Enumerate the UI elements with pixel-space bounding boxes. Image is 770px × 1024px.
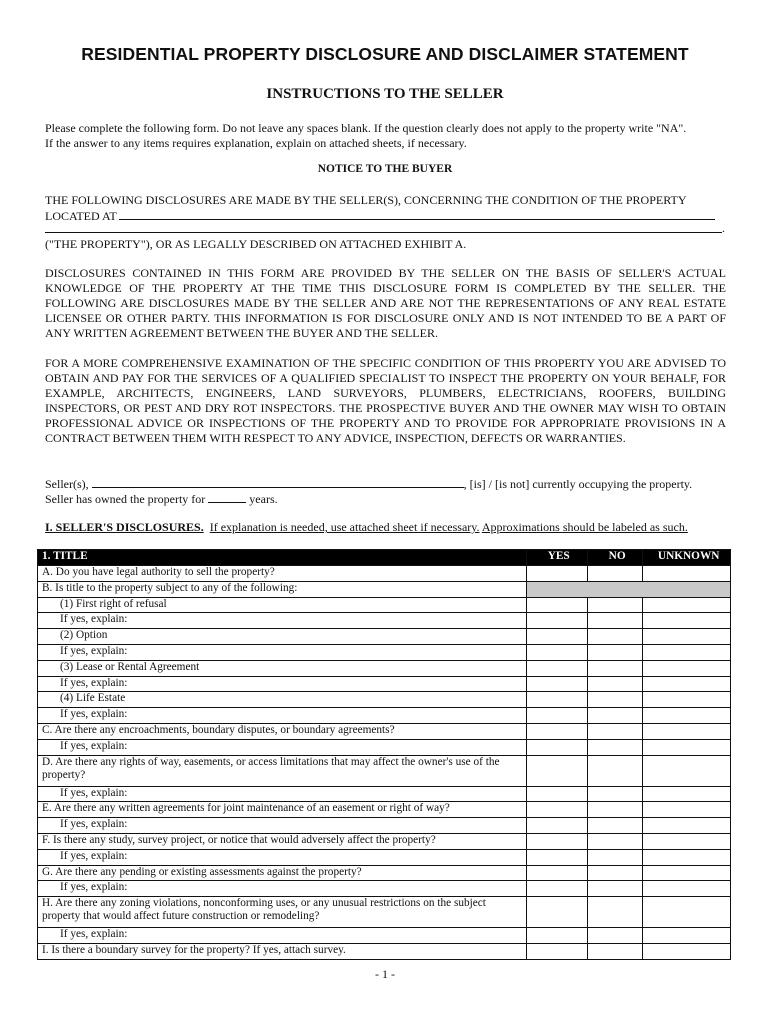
table-row — [38, 881, 731, 897]
row-question: If yes, explain: — [38, 613, 527, 629]
table-row — [38, 629, 731, 645]
row-question: C. Are there any encroachments, boundary disputes, or boundary agreements? — [38, 723, 527, 739]
table-row — [38, 581, 731, 597]
table-row — [38, 613, 731, 629]
sellers-label: Seller(s), — [45, 477, 89, 491]
answer-unknown-box[interactable] — [643, 708, 731, 724]
answer-no-box[interactable] — [587, 786, 642, 802]
table-row — [38, 597, 731, 613]
answer-yes-box[interactable] — [526, 692, 587, 708]
answer-no-box[interactable] — [587, 818, 642, 834]
answer-yes-box[interactable] — [526, 629, 587, 645]
answer-yes-box[interactable] — [526, 708, 587, 724]
answer-yes-box[interactable] — [526, 755, 587, 786]
located-at-label: LOCATED AT — [45, 209, 117, 223]
table-row — [38, 865, 731, 881]
table-row — [38, 897, 731, 928]
section-heading — [45, 520, 688, 535]
table-row — [38, 692, 731, 708]
seller-occupancy-row — [45, 476, 726, 492]
answer-unknown-box[interactable] — [643, 629, 731, 645]
table-row — [38, 802, 731, 818]
answer-unknown-box[interactable] — [643, 833, 731, 849]
row-question: (2) Option — [38, 629, 527, 645]
located-at-row — [45, 208, 726, 224]
table-row — [38, 708, 731, 724]
answer-unknown-box[interactable] — [643, 928, 731, 944]
row-shaded-answer — [526, 581, 730, 597]
row-question: (4) Life Estate — [38, 692, 527, 708]
owned-years-field[interactable] — [208, 491, 246, 503]
table-row — [38, 644, 731, 660]
answer-yes-box[interactable] — [526, 833, 587, 849]
answer-yes-box[interactable] — [526, 644, 587, 660]
row-question: If yes, explain: — [38, 739, 527, 755]
answer-no-box[interactable] — [587, 881, 642, 897]
row-question: H. Are there any zoning violations, nonconforming uses, or any unusual restrictions on the subject property that would affect future construction or remodeling? — [38, 897, 527, 928]
row-question: If yes, explain: — [38, 881, 527, 897]
examination-paragraph: FOR A MORE COMPREHENSIVE EXAMINATION OF THE SPECIFIC CONDITION OF THIS PROPERTY YOU ARE ADVISED TO OBTAIN AND PAY FOR THE SERVICES OF A QUALIFIED SPECIALIST TO INSPECT THE PROPERTY ON YOUR BEHALF, FOR EXAMPLE, ARCHITECTS, ENGINEERS, LAND SURVEYORS, PLUMBERS, ELECTRICIANS, ROOFERS, BUILDING INSPECTORS, OR PEST AND DRY ROT INSPECTORS. THE PROSPECTIVE BUYER AND THE OWNER MAY WISH TO OBTAIN PROFESSIONAL ADVICE OR INSPECTIONS OF THE PROPERTY AND TO PROVIDE FOR APPROPRIATE PROVISIONS IN A CONTRACT BETWEEN THEM WITH RESPECT TO ANY ADVICE, INSPECTION, DEFECTS OR WARRANTIES. — [45, 356, 726, 445]
answer-unknown-box[interactable] — [643, 755, 731, 786]
answer-unknown-box[interactable] — [643, 660, 731, 676]
table-row — [38, 723, 731, 739]
row-question: (3) Lease or Rental Agreement — [38, 660, 527, 676]
owned-prefix: Seller has owned the property for — [45, 492, 206, 506]
header-no: NO — [587, 550, 642, 566]
header-yes: YES — [526, 550, 587, 566]
page-number: - 1 - — [375, 967, 395, 981]
answer-no-box[interactable] — [587, 723, 642, 739]
table-row — [38, 676, 731, 692]
answer-yes-box[interactable] — [526, 802, 587, 818]
table-row — [38, 566, 731, 582]
following-line: THE FOLLOWING DISCLOSURES ARE MADE BY THE SELLER(S), CONCERNING THE CONDITION OF THE PROPERTY — [45, 193, 687, 207]
sellers-name-field[interactable] — [92, 476, 464, 488]
answer-no-box[interactable] — [587, 943, 642, 959]
table-row — [38, 849, 731, 865]
answer-yes-box[interactable] — [526, 865, 587, 881]
document-title: RESIDENTIAL PROPERTY DISCLOSURE AND DISCLAIMER STATEMENT — [81, 44, 689, 64]
answer-yes-box[interactable] — [526, 739, 587, 755]
answer-unknown-box[interactable] — [643, 739, 731, 755]
answer-unknown-box[interactable] — [643, 865, 731, 881]
row-question: If yes, explain: — [38, 708, 527, 724]
answer-yes-box[interactable] — [526, 897, 587, 928]
answer-no-box[interactable] — [587, 865, 642, 881]
answer-yes-box[interactable] — [526, 943, 587, 959]
answer-no-box[interactable] — [587, 739, 642, 755]
instructions-text — [45, 121, 726, 151]
answer-unknown-box[interactable] — [643, 802, 731, 818]
answer-no-box[interactable] — [587, 597, 642, 613]
answer-no-box[interactable] — [587, 676, 642, 692]
row-question: E. Are there any written agreements for joint maintenance of an easement or right of way? — [38, 802, 527, 818]
occupying-text: , [is] / [is not] currently occupying the property. — [463, 477, 693, 491]
answer-yes-box[interactable] — [526, 928, 587, 944]
answer-unknown-box[interactable] — [643, 881, 731, 897]
answer-yes-box[interactable] — [526, 676, 587, 692]
table-row — [38, 928, 731, 944]
row-question: F. Is there any study, survey project, or notice that would adversely affect the property? — [38, 833, 527, 849]
owned-suffix: years. — [249, 492, 278, 506]
answer-no-box[interactable] — [587, 566, 642, 582]
answer-no-box[interactable] — [587, 660, 642, 676]
following-disclosures — [45, 193, 726, 224]
answer-no-box[interactable] — [587, 802, 642, 818]
owned-duration-row — [45, 491, 726, 507]
answer-yes-box[interactable] — [526, 723, 587, 739]
answer-unknown-box[interactable] — [643, 849, 731, 865]
title-disclosure-table — [37, 549, 731, 960]
row-question: If yes, explain: — [38, 928, 527, 944]
row-question: If yes, explain: — [38, 849, 527, 865]
row-question: (1) First right of refusal — [38, 597, 527, 613]
answer-unknown-box[interactable] — [643, 786, 731, 802]
row-question: I. Is there a boundary survey for the property? If yes, attach survey. — [38, 943, 527, 959]
section-note-1: If explanation is needed, use attached sheet if necessary. — [209, 520, 480, 534]
answer-no-box[interactable] — [587, 692, 642, 708]
answer-no-box[interactable] — [587, 897, 642, 928]
row-question: G. Are there any pending or existing assessments against the property? — [38, 865, 527, 881]
table-header-row — [38, 550, 731, 566]
answer-no-box[interactable] — [587, 613, 642, 629]
answer-yes-box[interactable] — [526, 786, 587, 802]
section-note-2: Approximations should be labeled as such. — [481, 520, 688, 534]
answer-yes-box[interactable] — [526, 818, 587, 834]
answer-yes-box[interactable] — [526, 881, 587, 897]
table-row — [38, 818, 731, 834]
property-address-field[interactable] — [119, 208, 715, 220]
disclosures-paragraph: DISCLOSURES CONTAINED IN THIS FORM ARE PROVIDED BY THE SELLER ON THE BASIS OF SELLER'S ACTUAL KNOWLEDGE OF THE PROPERTY AT THE TIME THIS DISCLOSURE FORM IS COMPLETED BY THE SELLER. THE FOLLOWING ARE DISCLOSURES MADE BY THE SELLER AND ARE NOT THE REPRESENTATIONS OF ANY REAL ESTATE LICENSEE OR OTHER PARTY. THIS INFORMATION IS FOR DISCLOSURE ONLY AND IS NOT INTENDED TO BE A PART OF ANY WRITTEN AGREEMENT BETWEEN THE BUYER AND THE SELLER. — [45, 266, 726, 340]
answer-no-box[interactable] — [587, 755, 642, 786]
answer-unknown-box[interactable] — [643, 943, 731, 959]
header-unknown: UNKNOWN — [643, 550, 731, 566]
row-question: A. Do you have legal authority to sell the property? — [38, 566, 527, 582]
answer-no-box[interactable] — [587, 629, 642, 645]
answer-yes-box[interactable] — [526, 597, 587, 613]
table-row — [38, 739, 731, 755]
answer-no-box[interactable] — [587, 644, 642, 660]
answer-unknown-box[interactable] — [643, 723, 731, 739]
row-question: B. Is title to the property subject to any of the following: — [38, 581, 527, 597]
answer-unknown-box[interactable] — [643, 692, 731, 708]
row-question: D. Are there any rights of way, easements, or access limitations that may affect the owner's use of the property? — [38, 755, 527, 786]
row-question: If yes, explain: — [38, 786, 527, 802]
row-question: If yes, explain: — [38, 644, 527, 660]
row-question: If yes, explain: — [38, 676, 527, 692]
table-row — [38, 943, 731, 959]
property-address-field-line-2[interactable] — [45, 232, 722, 233]
answer-yes-box[interactable] — [526, 613, 587, 629]
answer-unknown-box[interactable] — [643, 566, 731, 582]
answer-yes-box[interactable] — [526, 566, 587, 582]
address-period: . — [722, 221, 725, 235]
notice-heading: NOTICE TO THE BUYER — [317, 163, 453, 175]
answer-unknown-box[interactable] — [643, 613, 731, 629]
table-row — [38, 660, 731, 676]
answer-unknown-box[interactable] — [643, 597, 731, 613]
table-body — [38, 566, 731, 960]
answer-no-box[interactable] — [587, 833, 642, 849]
table-row — [38, 833, 731, 849]
instructions-heading: INSTRUCTIONS TO THE SELLER — [266, 86, 504, 102]
answer-yes-box[interactable] — [526, 849, 587, 865]
answer-yes-box[interactable] — [526, 660, 587, 676]
header-title: 1. TITLE — [38, 550, 527, 566]
answer-no-box[interactable] — [587, 708, 642, 724]
table-row — [38, 786, 731, 802]
answer-unknown-box[interactable] — [643, 818, 731, 834]
instructions-line-1: Please complete the following form. Do not leave any spaces blank. If the question clearly does not apply to the property write "NA". — [45, 121, 687, 135]
answer-unknown-box[interactable] — [643, 644, 731, 660]
answer-unknown-box[interactable] — [643, 897, 731, 928]
table-row — [38, 755, 731, 786]
instructions-line-2: If the answer to any items requires explanation, explain on attached sheets, if necessary. — [45, 136, 467, 150]
answer-unknown-box[interactable] — [643, 676, 731, 692]
section-title: I. SELLER'S DISCLOSURES. — [45, 520, 204, 534]
row-question: If yes, explain: — [38, 818, 527, 834]
answer-no-box[interactable] — [587, 928, 642, 944]
answer-no-box[interactable] — [587, 849, 642, 865]
the-property-text: ("THE PROPERTY"), OR AS LEGALLY DESCRIBED ON ATTACHED EXHIBIT A. — [45, 237, 467, 251]
